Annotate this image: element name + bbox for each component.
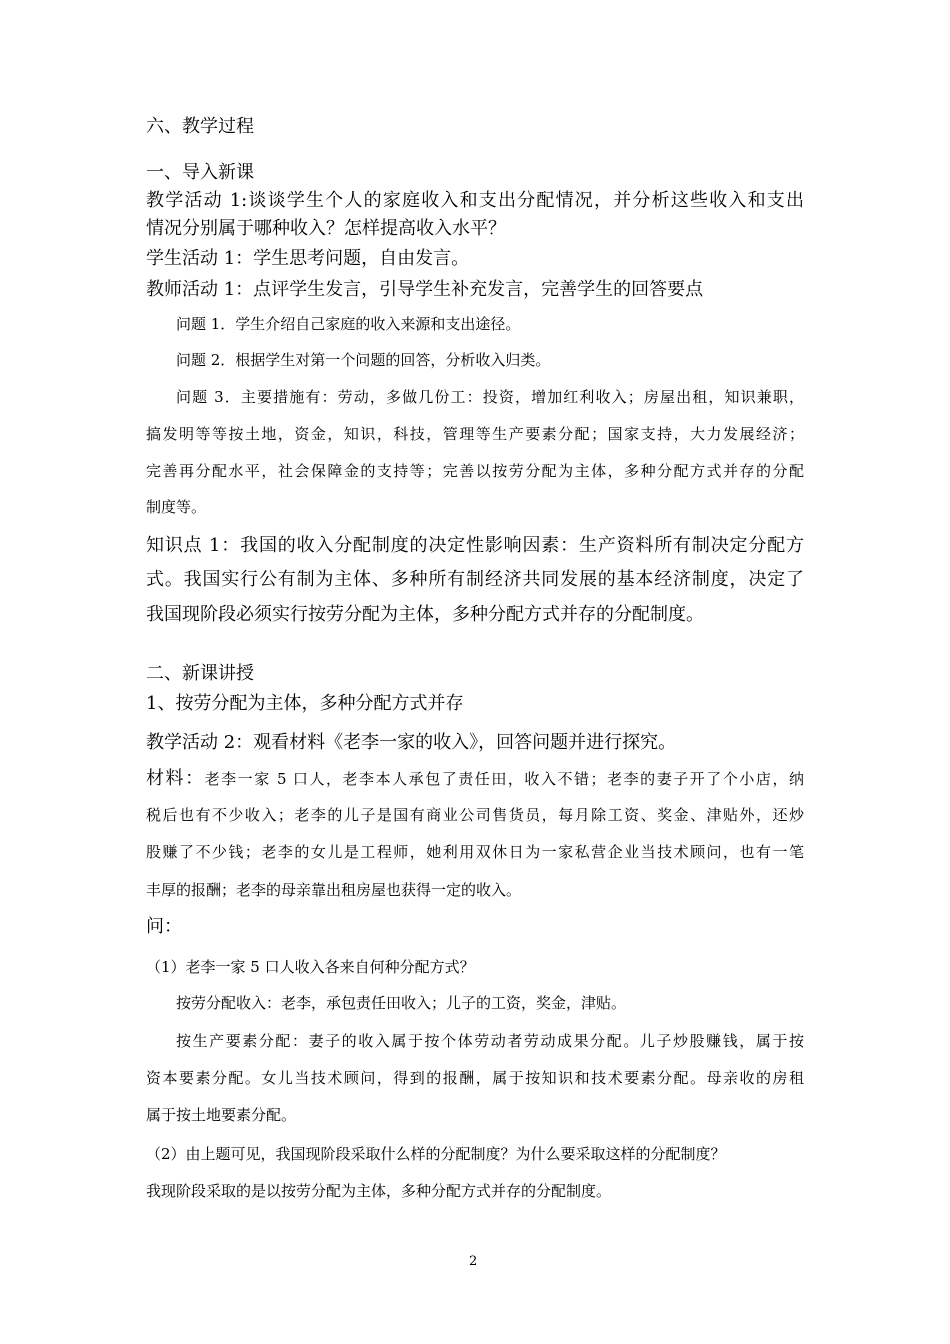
- material-line2: 税后也有不少收入；老李的儿子是国有商业公司售货员，每月除工资、奖金、津贴外，还炒: [146, 806, 804, 824]
- knowledge-point-line3: 我国现阶段必须实行按劳分配为主体，多种分配方式并存的分配制度。: [146, 604, 704, 625]
- material-line1: [146, 770, 804, 788]
- knowledge-point-line1: 知识点 1：我国的收入分配制度的决定性影响因素：生产资料所有制决定分配方: [146, 535, 804, 556]
- material-label: 材料：: [146, 768, 205, 789]
- answer1-line2: 按生产要素分配：妻子的收入属于按个体劳动者劳动成果分配。儿子炒股赚钱，属于按: [176, 1032, 804, 1050]
- material-text-start: 老李一家 5 口人，老李本人承包了责任田，收入不错；老李的妻子开了个小店，纳: [204, 770, 804, 788]
- teacher-activity: 教师活动 1：点评学生发言，引导学生补充发言，完善学生的回答要点: [146, 279, 704, 300]
- material-line4: 丰厚的报酬；老李的母亲靠出租房屋也获得一定的收入。: [146, 881, 522, 899]
- question-1: 问题 1．学生介绍自己家庭的收入来源和支出途径。: [176, 315, 521, 333]
- activity1-line2: 情况分别属于哪种收入？怎样提高收入水平？: [146, 218, 506, 239]
- answer1-line4: 属于按土地要素分配。: [146, 1106, 297, 1124]
- question-2: 问题 2．根据学生对第一个问题的回答，分析收入归类。: [176, 351, 551, 369]
- answer1-line3: 资本要素分配。女儿当技术顾问，得到的报酬，属于按知识和技术要素分配。母亲收的房租: [146, 1069, 804, 1087]
- activity1-line1: 教学活动 1:谈谈学生个人的家庭收入和支出分配情况，并分析这些收入和支出: [146, 190, 804, 211]
- question-3-line3: 完善再分配水平，社会保障金的支持等；完善以按劳分配为主体，多种分配方式并存的分配: [146, 462, 804, 480]
- section-title: 六、教学过程: [146, 116, 254, 137]
- answer1-line1: 按劳分配收入：老李，承包责任田收入；儿子的工资，奖金，津贴。: [176, 994, 627, 1012]
- activity2: 教学活动 2：观看材料《老李一家的收入》，回答问题并进行探究。: [146, 732, 677, 753]
- answer2: 我现阶段采取的是以按劳分配为主体，多种分配方式并存的分配制度。: [146, 1182, 612, 1200]
- part2-heading: 二、新课讲授: [146, 663, 254, 684]
- subsection-1-title: 1、按劳分配为主体，多种分配方式并存: [146, 693, 464, 714]
- material-line3: 股赚了不少钱；老李的女儿是工程师，她利用双休日为一家私营企业当技术顾问，也有一笔: [146, 843, 804, 861]
- question-3-line4: 制度等。: [146, 498, 207, 516]
- question-a1: （1）老李一家 5 口人收入各来自何种分配方式？: [146, 958, 475, 976]
- page-number: 2: [469, 1254, 478, 1269]
- ask-label: 问：: [146, 916, 182, 937]
- knowledge-point-line2: 式。我国实行公有制为主体、多种所有制经济共同发展的基本经济制度，决定了: [146, 569, 804, 590]
- student-activity: 学生活动 1：学生思考问题，自由发言。: [146, 248, 470, 269]
- question-a2: （2）由上题可见，我国现阶段采取什么样的分配制度？为什么要采取这样的分配制度？: [146, 1145, 726, 1163]
- question-3-line2: 搞发明等等按土地，资金，知识，科技，管理等生产要素分配；国家支持，大力发展经济；: [146, 425, 804, 443]
- part1-heading: 一、导入新课: [146, 162, 254, 183]
- question-3-line1: 问题 3．主要措施有：劳动，多做几份工：投资，增加红利收入；房屋出租，知识兼职，: [176, 388, 804, 406]
